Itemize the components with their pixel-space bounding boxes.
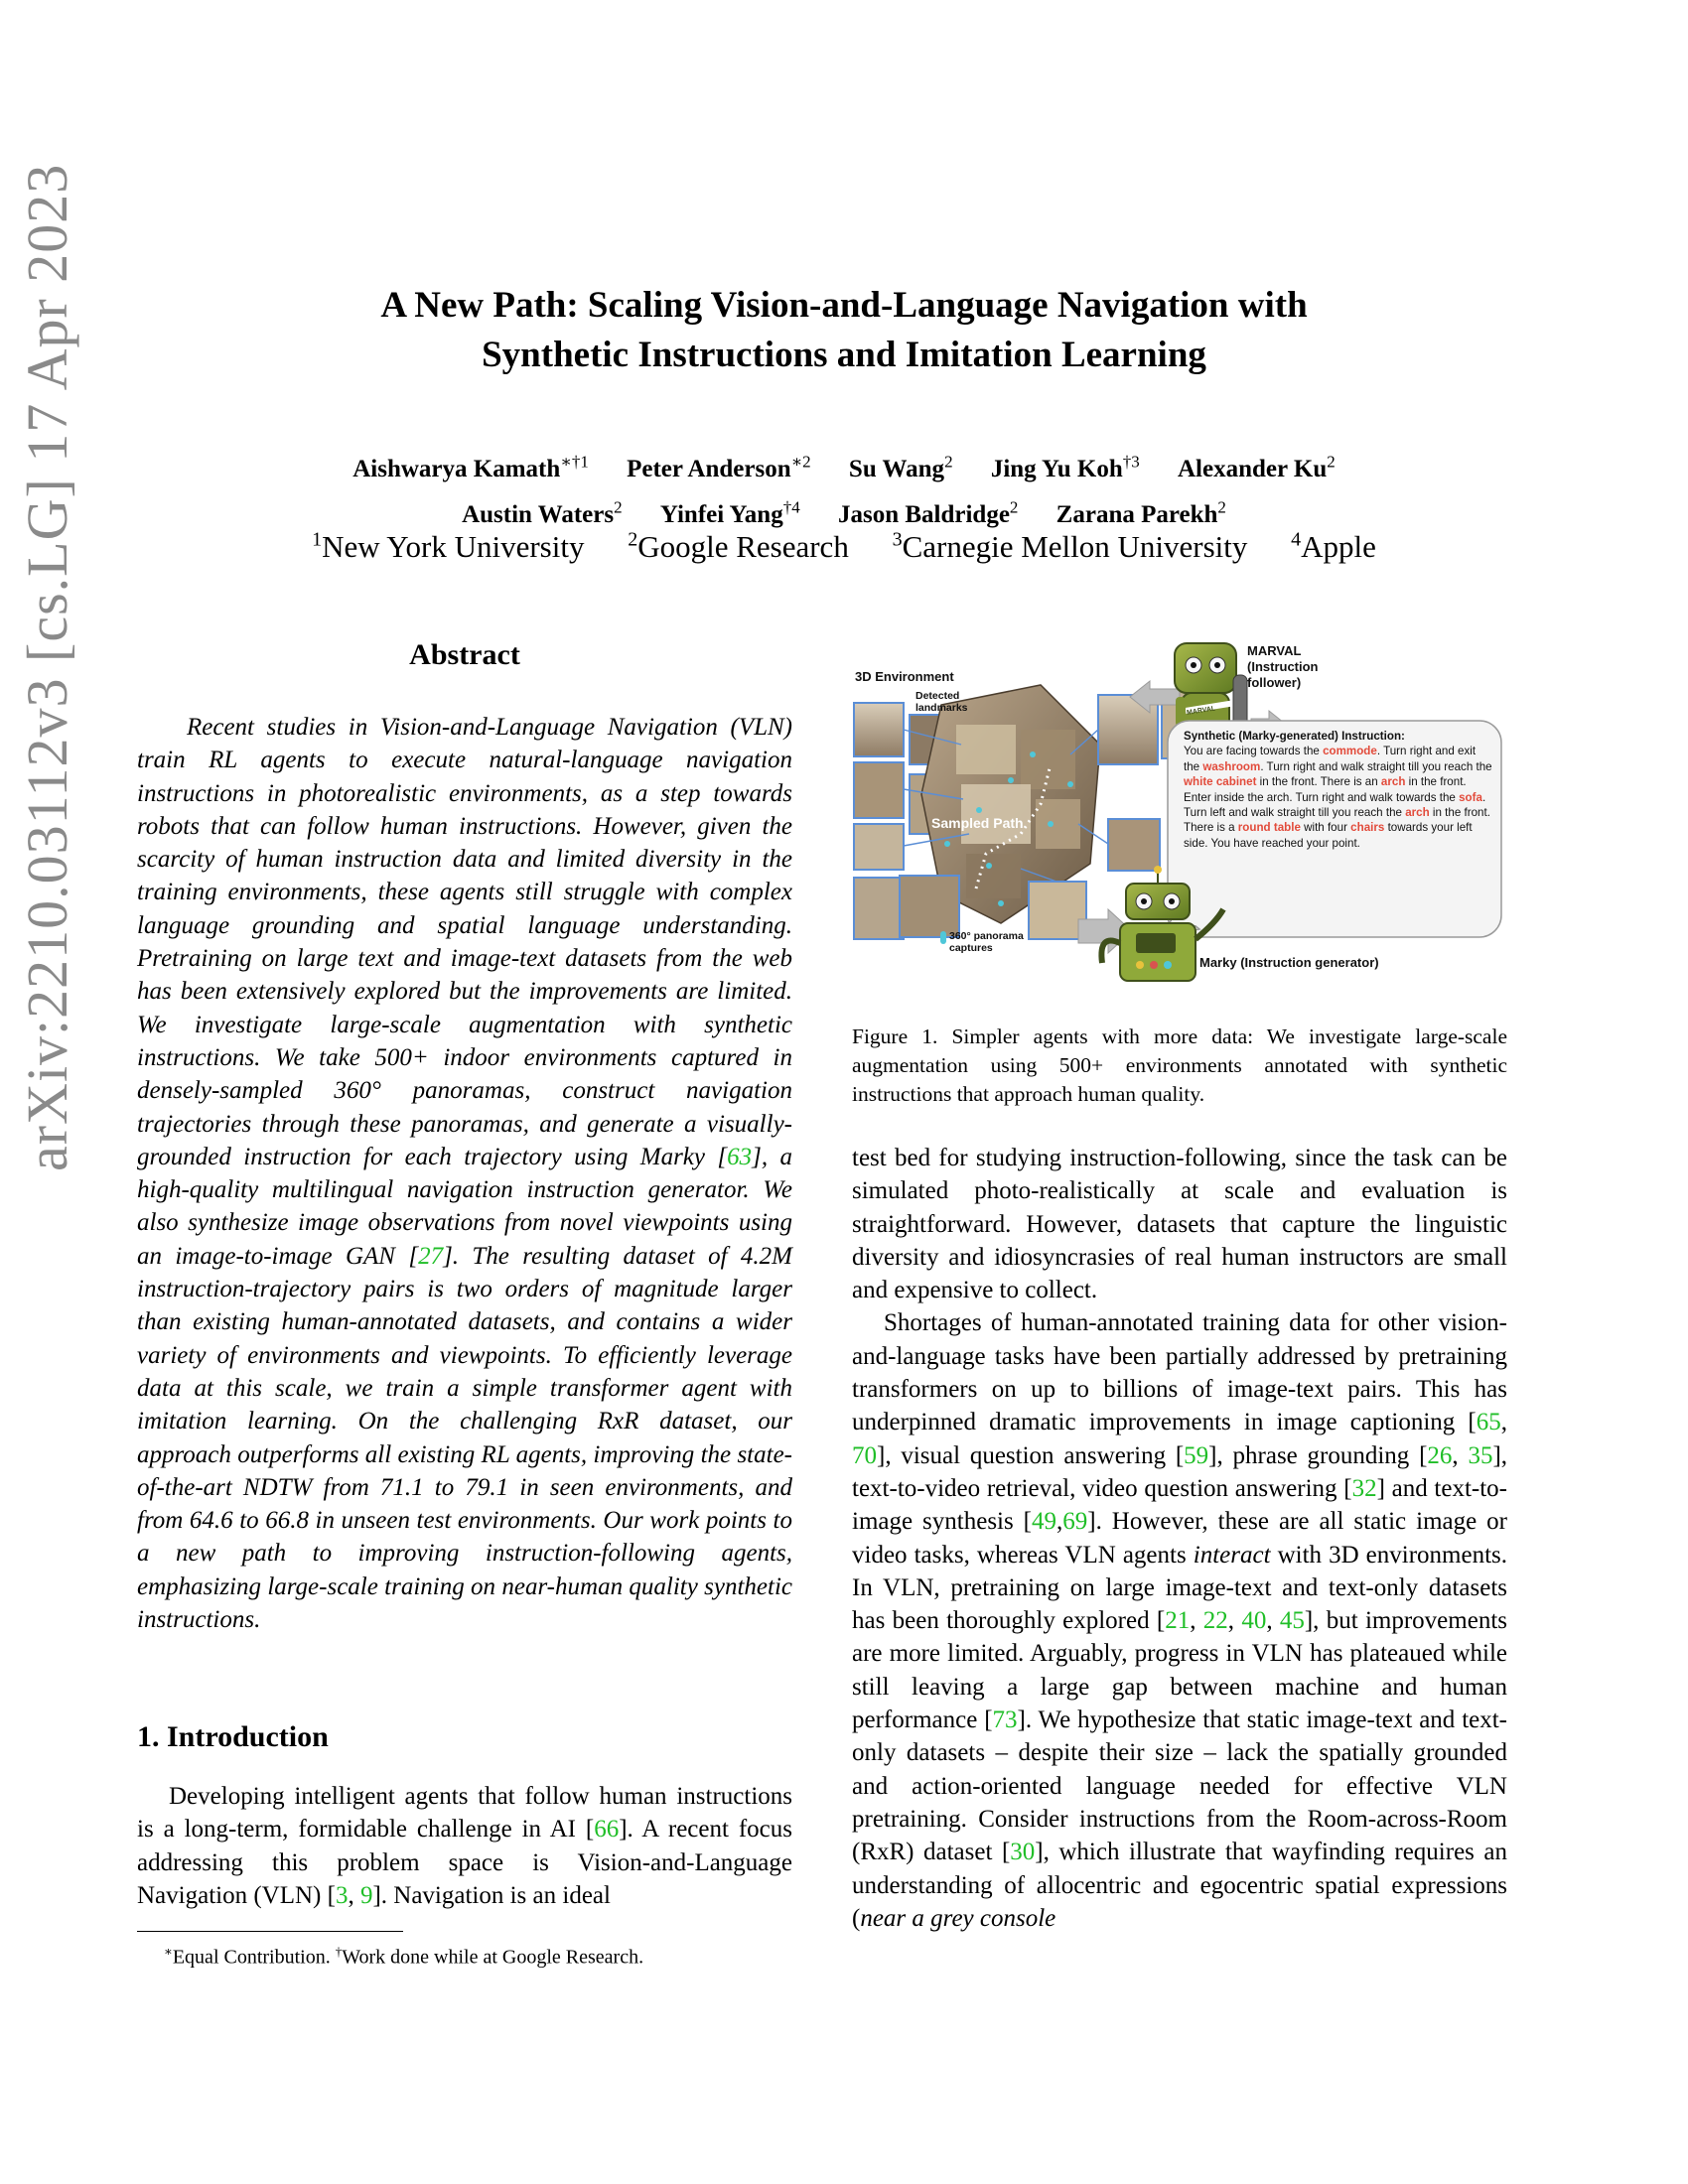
marval-badge: MARVAL [1186,705,1216,717]
citation-link[interactable]: 35 [1468,1441,1493,1469]
author: Peter Anderson$^{∗2}$ [627,453,811,483]
instruction-title: Synthetic (Marky-generated) Instruction: [1184,730,1405,743]
introduction-text-continued [852,1142,1507,1935]
instruction-text: Synthetic (Marky-generated) Instruction: You are facing towards the commode. Turn right and exit the washroom. Turn right and walk straight till you reach the white cabinet in the front. There is an arch in the front. Enter inside the arch. Turn right and walk towards the sofa. Turn left and walk straight till you reach the arch in the front. There is a round table with four chairs towards your left side. You have reached your point. [1184,730,1492,850]
abstract-text: Recent studies in Vision-and-Language Navigation (VLN) train RL agents to execute natural-language navigation instructions in photorealistic environments, as a step towards robots that can follow human instructions. However, given the scarcity of human instruction data and limited diversity in the training environments, these agents still struggle with complex language grounding and spatial language understanding. Pretraining on large text and image-text datasets from the web has been extensively explored but the improvements are limited. We investigate large-scale augmentation with synthetic instructions. We take 500+ indoor environments captured in densely-sampled 360° panoramas, construct navigation trajectories through these panoramas, and generate a visually-grounded instruction for each trajectory using Marky [63], a high-quality multilingual navigation instruction generator. We also synthesize image observations from novel viewpoints using an image-to-image GAN [27]. The resulting dataset of 4.2M instruction-trajectory pairs is two orders of magnitude larger than existing human-annotated datasets, and contains a wider variety of environments and viewpoints. To efficiently leverage data at this scale, we train a simple transformer agent with imitation learning. On the challenging RxR dataset, our approach outperforms all existing RL agents, improving the state-of-the-art NDTW from 71.1 to 79.1 in seen environments, and from 64.6 to 66.8 in unseen test environments. Our work points to a new path to improving instruction-following agents, emphasizing large-scale training on near-human quality synthetic instructions. [137,714,793,1634]
marval-label-line-3: follower) [1247,675,1302,690]
title-line-2: Synthetic Instructions and Imitation Learning [482,335,1206,375]
citation-link[interactable]: 69 [1062,1508,1088,1536]
paragraph: test bed for studying instruction-following, since the task can be simulated photo-realistically at scale and evaluation is straightforward. However, datasets that capture the linguistic diversity and idiosyncrasies of real human instructors are small and expensive to collect. [852,1145,1507,1304]
abstract-heading: Abstract [409,638,520,671]
citation-link[interactable]: 59 [1184,1441,1209,1469]
citation-link[interactable]: 3 [335,1881,349,1909]
paper-title [199,281,1489,380]
author: Austin Waters$^2$ [462,497,623,528]
author: Aishwarya Kamath$^{∗\dagger 1}$ [352,453,589,483]
citation-link[interactable]: 32 [1351,1474,1377,1502]
marky-label: Marky (Instruction generator) [1199,955,1379,970]
footnote: ∗Equal Contribution. †Work done while at Google Research. [164,1944,644,1969]
author-row-1 [149,444,1539,488]
author: Su Wang$^2$ [848,453,953,483]
citation-link[interactable]: 70 [852,1441,877,1469]
affiliation: $^3$Carnegie Mellon University [892,529,1248,565]
citation-link[interactable]: 66 [594,1816,620,1843]
author: Yinfei Yang$^{\dagger 4}$ [659,497,800,528]
citation-link[interactable]: 27 [418,1242,444,1270]
introduction-text: Developing intelligent agents that follow human instructions is a long-term, formidable challenge in AI [66]. A recent focus addressing this problem space is Vision-and-Language Navigation (VLN) [3, 9]. Navigation is an ideal [137,1783,792,1909]
affiliation: $^4$Apple [1291,529,1376,565]
citation-link[interactable]: 65 [1476,1409,1501,1436]
affiliations [149,520,1539,567]
citation-link[interactable]: 45 [1279,1607,1305,1635]
panorama-pin-icon [940,931,946,943]
arxiv-identifier: arXiv:2210.03112v3 [cs.LG] 17 Apr 2023 [15,163,79,1171]
citation-link[interactable]: 9 [359,1881,373,1909]
author: Alexander Ku$^2$ [1178,453,1336,483]
citation-link[interactable]: 73 [992,1706,1018,1734]
citation-link[interactable]: 21 [1165,1607,1191,1635]
panorama-label-line-1: 360° panorama [949,930,1024,942]
citation-link[interactable]: 26 [1427,1441,1453,1469]
figure-1-caption: Figure 1. Simpler agents with more data: We investigate large-scale augmentation using 500+ environments annotated with synthetic instructions that approach human quality. [852,1024,1507,1106]
author: Zarana Parekh$^2$ [1055,497,1226,528]
figure-1-illustration [852,635,1507,989]
sampled-path-label: Sampled Path [931,815,1024,831]
author: Jing Yu Koh$^{\dagger 3}$ [990,453,1140,483]
citation-link[interactable]: 30 [1010,1839,1036,1866]
landmarks-label-line-1: Detected [915,690,960,702]
author: Jason Baldridge$^2$ [837,497,1019,528]
citation-link[interactable]: 63 [727,1143,753,1170]
footnote-rule [137,1931,403,1932]
citation-link[interactable]: 49 [1032,1508,1057,1536]
environment-label: 3D Environment [855,669,954,684]
panorama-label-line-2: captures [949,942,993,954]
title-line-1: A New Path: Scaling Vision-and-Language Navigation with [380,285,1308,326]
citation-link[interactable]: 22 [1202,1607,1228,1635]
citation-link[interactable]: 40 [1241,1607,1267,1635]
paragraph: Shortages of human-annotated training data for other vision-and-language tasks have been partially addressed by pretraining transformers on up to billions of image-text pairs. This has underpinned dramatic improvements in image captioning [65, 70], visual question answering [59], phrase grounding [26, 35], text-to-video retrieval, video question answering [32] and text-to-image synthesis [49,69]. However, these are all static image or video tasks, whereas VLN agents interact with 3D environments. In VLN, pretraining on large image-text and text-only datasets has been thoroughly explored [21, 22, 40, 45], but improvements are more limited. Arguably, progress in VLN has plateaued while still leaving a large gap between machine and human performance [73]. We hypothesize that static image-text and text-only datasets – despite their size – lack the spatially grounded and action-oriented language needed for effective VLN pretraining. Consider instructions from the Room-across-Room (RxR) dataset [30], which illustrate that wayfinding requires an understanding of allocentric and egocentric spatial expressions (near a grey console [852,1309,1508,1932]
affiliation: $^1$New York University [312,529,585,565]
section-heading-introduction: 1. Introduction [137,1720,329,1753]
landmarks-label-line-2: landmarks [915,702,968,714]
figure-1 [852,635,1507,989]
affiliation: $^2$Google Research [628,529,849,565]
marval-label-line-1: MARVAL [1247,643,1302,658]
marval-label-line-2: (Instruction [1247,659,1319,674]
